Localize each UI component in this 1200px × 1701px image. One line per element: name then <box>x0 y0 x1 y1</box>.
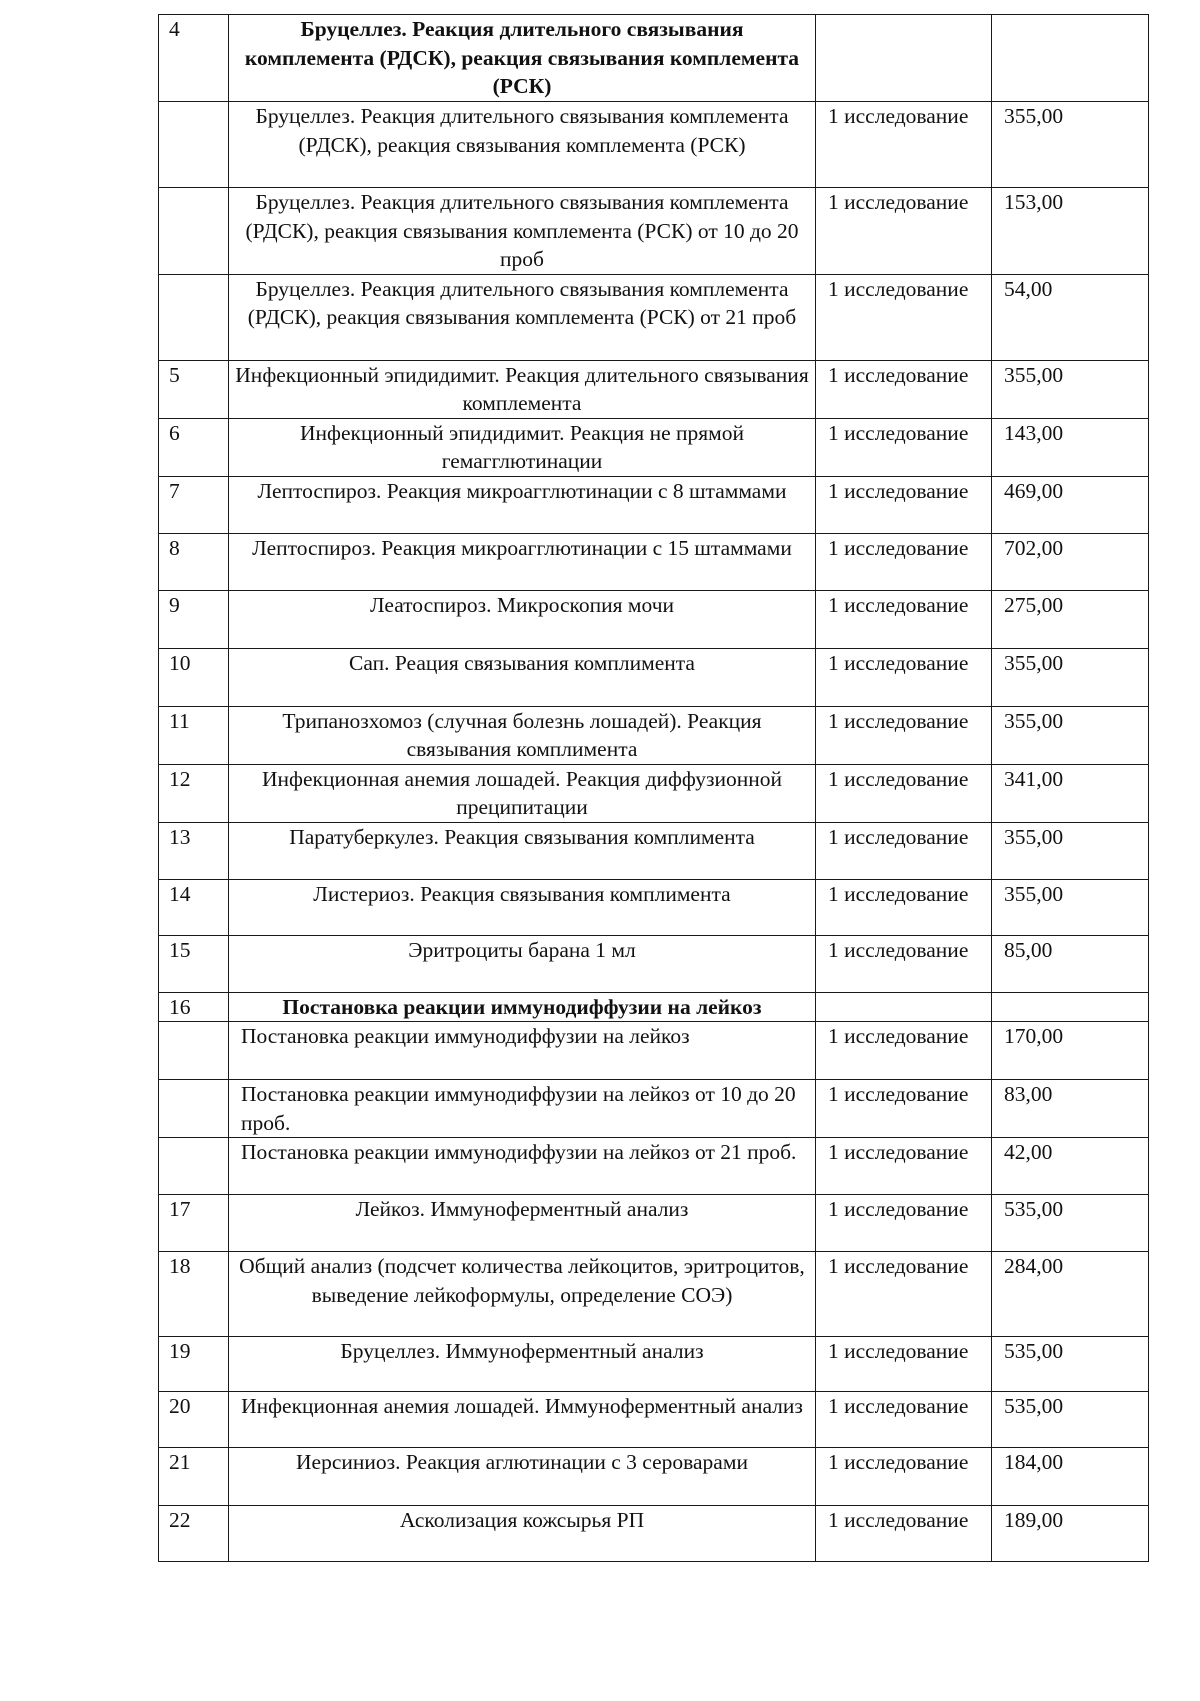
table-row <box>159 1337 1149 1392</box>
table-row <box>159 360 1149 418</box>
price-value: 535,00 <box>992 1337 1149 1392</box>
unit-of-measure: 1 исследование <box>816 764 992 822</box>
table-row <box>159 476 1149 533</box>
table-row <box>159 1195 1149 1252</box>
price-value: 275,00 <box>992 590 1149 648</box>
unit-of-measure: 1 исследование <box>816 418 992 476</box>
table-row <box>159 935 1149 992</box>
unit-of-measure: 1 исследование <box>816 1448 992 1506</box>
price-value: 85,00 <box>992 935 1149 992</box>
service-name: Лейкоз. Иммуноферментный анализ <box>229 1195 816 1252</box>
unit-of-measure: 1 исследование <box>816 706 992 764</box>
unit-of-measure: 1 исследование <box>816 1506 992 1562</box>
row-number: 11 <box>159 706 229 764</box>
service-name: Инфекционная анемия лошадей. Реакция диффузионной преципитации <box>229 764 816 822</box>
row-number: 17 <box>159 1195 229 1252</box>
table-row <box>159 1506 1149 1562</box>
service-name: Инфекционный эпидидимит. Реакция не прямой гемагглютинации <box>229 418 816 476</box>
unit-of-measure: 1 исследование <box>816 590 992 648</box>
service-name: Леатоспироз. Микроскопия мочи <box>229 590 816 648</box>
row-number <box>159 1138 229 1195</box>
price-value: 355,00 <box>992 879 1149 935</box>
row-number: 19 <box>159 1337 229 1392</box>
service-name: Постановка реакции иммунодиффузии на лейкоз от 10 до 20 проб. <box>229 1080 816 1138</box>
unit-of-measure: 1 исследование <box>816 1080 992 1138</box>
unit-of-measure: 1 исследование <box>816 935 992 992</box>
service-name: Асколизация кожсырья РП <box>229 1506 816 1562</box>
unit-of-measure: 1 исследование <box>816 1138 992 1195</box>
service-name: Постановка реакции иммунодиффузии на лейкоз от 21 проб. <box>229 1138 816 1195</box>
table-row <box>159 879 1149 935</box>
row-number: 6 <box>159 418 229 476</box>
row-number: 13 <box>159 822 229 879</box>
service-name: Лептоспироз. Реакция микроагглютинации с 8 штаммами <box>229 476 816 533</box>
row-number: 8 <box>159 533 229 590</box>
table-row <box>159 706 1149 764</box>
service-name: Инфекционный эпидидимит. Реакция длительного связывания комплемента <box>229 360 816 418</box>
price-value: 184,00 <box>992 1448 1149 1506</box>
unit-of-measure: 1 исследование <box>816 822 992 879</box>
service-name: Лептоспироз. Реакция микроагглютинации с 15 штаммами <box>229 533 816 590</box>
service-name: Бруцеллез. Реакция длительного связывания комплемента (РДСК), реакция связывания комплемента (РСК) <box>229 102 816 188</box>
row-number: 16 <box>159 992 229 1022</box>
price-value: 143,00 <box>992 418 1149 476</box>
price-value: 153,00 <box>992 188 1149 275</box>
price-value <box>992 992 1149 1022</box>
unit-of-measure: 1 исследование <box>816 533 992 590</box>
unit-of-measure: 1 исследование <box>816 1022 992 1080</box>
price-value: 355,00 <box>992 706 1149 764</box>
table-row <box>159 764 1149 822</box>
table-row <box>159 274 1149 360</box>
unit-of-measure <box>816 15 992 102</box>
table-row <box>159 1138 1149 1195</box>
price-value: 535,00 <box>992 1195 1149 1252</box>
table-row <box>159 822 1149 879</box>
price-value: 189,00 <box>992 1506 1149 1562</box>
service-name: Бруцеллез. Реакция длительного связывания комплемента (РДСК), реакция связывания комплемента (РСК) от 21 проб <box>229 274 816 360</box>
row-number: 22 <box>159 1506 229 1562</box>
table-row <box>159 102 1149 188</box>
unit-of-measure: 1 исследование <box>816 188 992 275</box>
price-value: 170,00 <box>992 1022 1149 1080</box>
table-row <box>159 1392 1149 1448</box>
table-row <box>159 533 1149 590</box>
row-number <box>159 188 229 275</box>
row-number <box>159 1022 229 1080</box>
service-name: Паратуберкулез. Реакция связывания комплимента <box>229 822 816 879</box>
row-number: 4 <box>159 15 229 102</box>
price-value: 355,00 <box>992 102 1149 188</box>
price-value <box>992 15 1149 102</box>
table-row <box>159 992 1149 1022</box>
table-row <box>159 418 1149 476</box>
service-name: Сап. Реация связывания комплимента <box>229 648 816 706</box>
table-row <box>159 648 1149 706</box>
service-name: Общий анализ (подсчет количества лейкоцитов, эритроцитов, выведение лейкоформулы, определение СОЭ) <box>229 1252 816 1337</box>
price-value: 469,00 <box>992 476 1149 533</box>
service-name: Эритроциты барана 1 мл <box>229 935 816 992</box>
row-number <box>159 274 229 360</box>
table-row <box>159 590 1149 648</box>
row-number: 14 <box>159 879 229 935</box>
row-number: 9 <box>159 590 229 648</box>
table-row <box>159 15 1149 102</box>
price-value: 355,00 <box>992 648 1149 706</box>
price-value: 702,00 <box>992 533 1149 590</box>
row-number: 21 <box>159 1448 229 1506</box>
service-name: Постановка реакции иммунодиффузии на лейкоз <box>229 1022 816 1080</box>
unit-of-measure: 1 исследование <box>816 1392 992 1448</box>
unit-of-measure: 1 исследование <box>816 476 992 533</box>
unit-of-measure: 1 исследование <box>816 879 992 935</box>
row-number: 15 <box>159 935 229 992</box>
unit-of-measure: 1 исследование <box>816 1337 992 1392</box>
row-number: 5 <box>159 360 229 418</box>
price-value: 83,00 <box>992 1080 1149 1138</box>
price-value: 42,00 <box>992 1138 1149 1195</box>
unit-of-measure: 1 исследование <box>816 648 992 706</box>
unit-of-measure: 1 исследование <box>816 1195 992 1252</box>
service-name: Бруцеллез. Реакция длительного связывания комплемента (РДСК), реакция связывания комплемента (РСК) <box>229 15 816 102</box>
unit-of-measure: 1 исследование <box>816 274 992 360</box>
service-name: Трипанозхомоз (случная болезнь лошадей). Реакция связывания комплимента <box>229 706 816 764</box>
table-row <box>159 1252 1149 1337</box>
service-name: Листериоз. Реакция связывания комплимента <box>229 879 816 935</box>
unit-of-measure: 1 исследование <box>816 102 992 188</box>
unit-of-measure: 1 исследование <box>816 360 992 418</box>
price-value: 341,00 <box>992 764 1149 822</box>
table-row <box>159 1022 1149 1080</box>
table-row <box>159 1080 1149 1138</box>
service-name: Бруцеллез. Иммуноферментный анализ <box>229 1337 816 1392</box>
row-number <box>159 102 229 188</box>
service-name: Инфекционная анемия лошадей. Иммуноферментный анализ <box>229 1392 816 1448</box>
service-name: Постановка реакции иммунодиффузии на лейкоз <box>229 992 816 1022</box>
price-value: 535,00 <box>992 1392 1149 1448</box>
price-table-body <box>159 15 1149 1562</box>
unit-of-measure: 1 исследование <box>816 1252 992 1337</box>
price-table <box>158 14 1149 1562</box>
row-number: 10 <box>159 648 229 706</box>
row-number: 20 <box>159 1392 229 1448</box>
service-name: Иерсиниоз. Реакция аглютинации с 3 сероварами <box>229 1448 816 1506</box>
price-value: 355,00 <box>992 360 1149 418</box>
price-value: 284,00 <box>992 1252 1149 1337</box>
table-row <box>159 188 1149 275</box>
row-number: 12 <box>159 764 229 822</box>
row-number: 7 <box>159 476 229 533</box>
price-value: 54,00 <box>992 274 1149 360</box>
table-row <box>159 1448 1149 1506</box>
price-value: 355,00 <box>992 822 1149 879</box>
unit-of-measure <box>816 992 992 1022</box>
row-number: 18 <box>159 1252 229 1337</box>
row-number <box>159 1080 229 1138</box>
service-name: Бруцеллез. Реакция длительного связывания комплемента (РДСК), реакция связывания комплемента (РСК) от 10 до 20 проб <box>229 188 816 275</box>
